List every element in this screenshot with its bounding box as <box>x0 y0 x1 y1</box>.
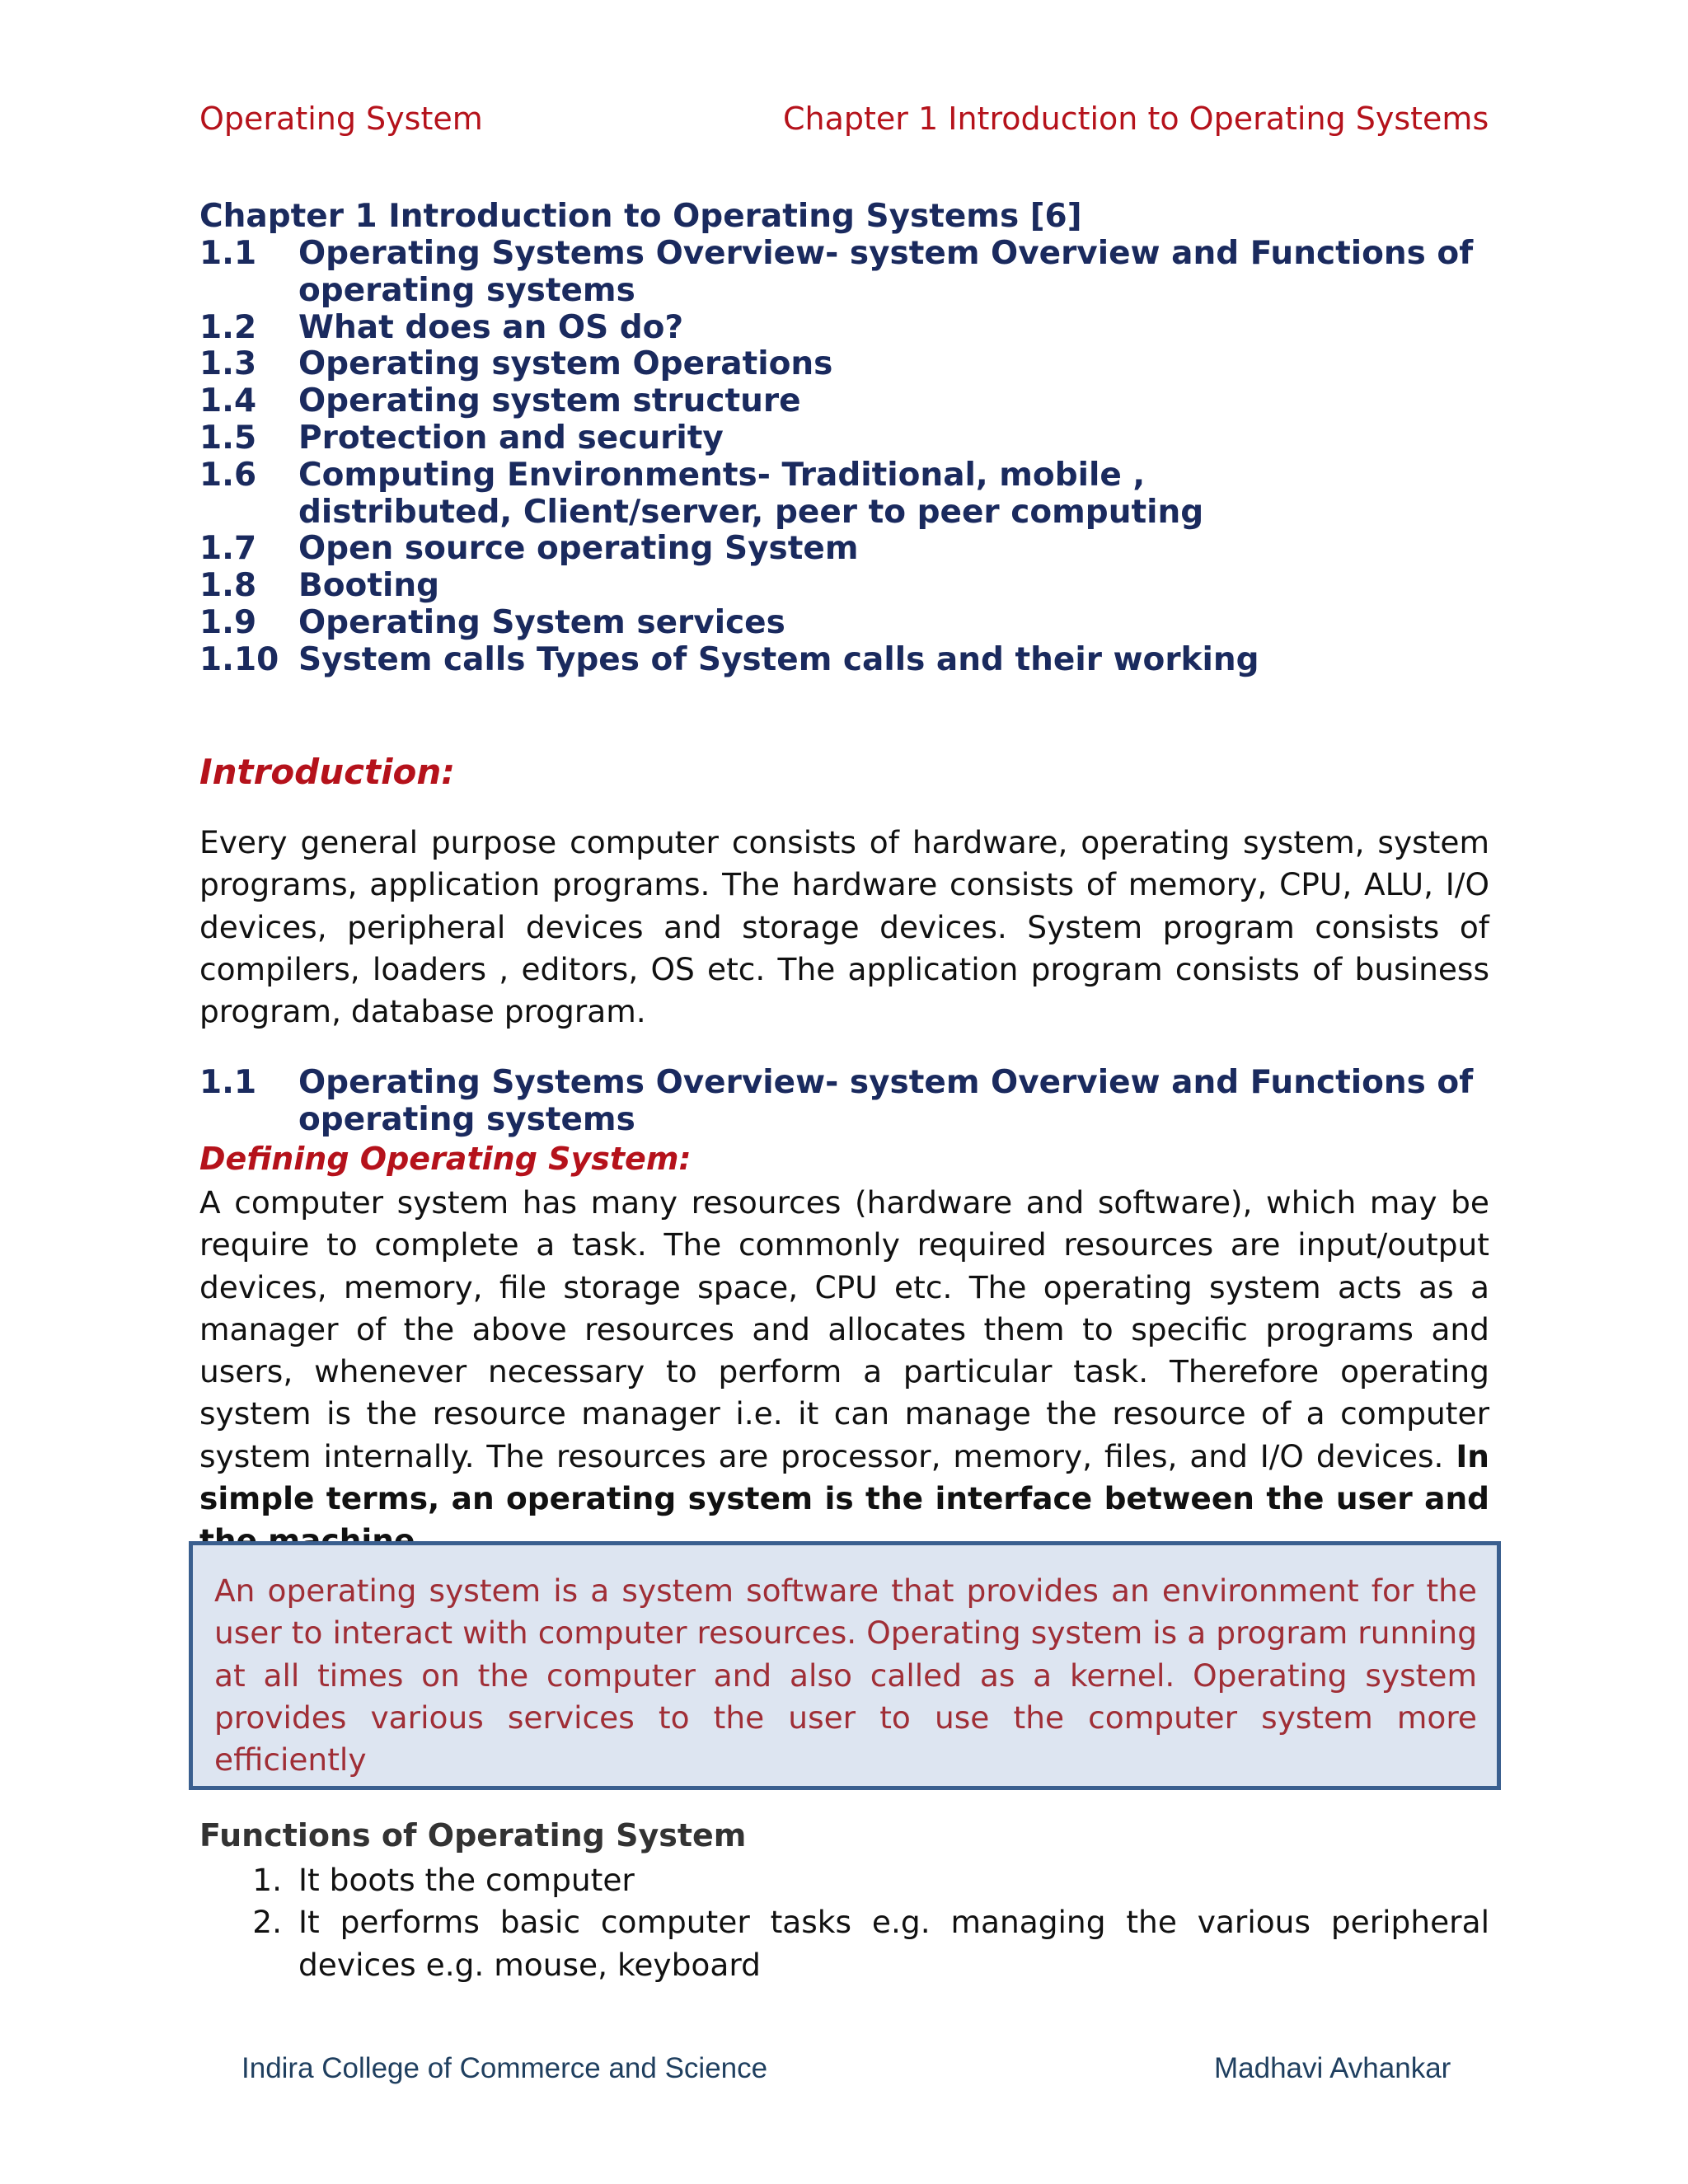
definition-body: A computer system has many resources (hardware and software), which may be require to complete a task. The commonly required resources are input/output devices, memory, file storage space, CPU etc. The operating system acts as a manager of the above resources and allocates them to specific programs and users, whenever necessary to perform a particular task. Therefore operating system is the resource manager i.e. it can manage the resource of a computer system internally. The resources are processor, memory, files, and I/O devices. <box>199 1184 1489 1474</box>
section-title: Operating Systems Overview- system Overview and Functions of operating systems <box>298 1064 1474 1138</box>
footer-left: Indira College of Commerce and Science <box>241 2052 768 2084</box>
toc-item <box>199 236 1493 310</box>
toc-title: Chapter 1 Introduction to Operating Systems [6] <box>199 198 1082 235</box>
toc-item-text: Computing Environments- Traditional, mobile , distributed, Client/server, peer to peer computing <box>298 456 1204 531</box>
list-item-text: It boots the computer <box>298 1862 635 1898</box>
toc-item-number: 1.6 <box>199 456 257 494</box>
footer-right: Madhavi Avhankar <box>1214 2052 1451 2084</box>
toc-item-number: 1.9 <box>199 603 257 641</box>
list-item-text: It performs basic computer tasks e.g. managing the various peripheral devices e.g. mouse, keyboard <box>298 1904 1489 1983</box>
toc-item-number: 1.10 <box>199 640 279 678</box>
toc-item-number: 1.1 <box>199 235 257 272</box>
toc-item <box>199 346 1493 383</box>
toc-item-text: Booting <box>298 567 440 605</box>
list-item <box>199 1901 1489 1986</box>
section-heading-row <box>199 1065 1493 1139</box>
list-item-number: 1. <box>252 1862 282 1898</box>
introduction-paragraph <box>199 822 1489 1033</box>
list-item <box>199 1859 1489 1901</box>
toc-item-text: Operating system Operations <box>298 345 833 383</box>
functions-list <box>199 1859 1489 1986</box>
toc-item-text: Protection and security <box>298 419 724 457</box>
toc-item-text: System calls Types of System calls and their working <box>298 640 1259 678</box>
list-item-number: 2. <box>252 1904 282 1941</box>
toc-item-text: Open source operating System <box>298 530 859 568</box>
definition-subheading: Defining Operating System: <box>199 1141 692 1177</box>
introduction-heading: Introduction: <box>199 752 456 792</box>
toc-item <box>199 383 1493 420</box>
callout-text: An operating system is a system software that provides an environment for the user to interact with computer resources. Operating system is a program running at all times on the computer and also called as a kernel. Operating system provides various services to the user to use the computer system more efficiently <box>214 1572 1477 1779</box>
toc-item-number: 1.8 <box>199 567 257 605</box>
toc-item-number: 1.7 <box>199 530 257 568</box>
running-header-left: Operating System <box>199 101 483 137</box>
toc-item <box>199 642 1493 679</box>
introduction-text: Every general purpose computer consists of hardware, operating system, system programs, application programs. The hardware consists of memory, CPU, ALU, I/O devices, peripheral devices and storage devices. System program consists of compilers, loaders , editors, OS etc. The application program consists of business program, database program. <box>199 824 1489 1030</box>
toc-item <box>199 568 1493 605</box>
toc-item-number: 1.4 <box>199 382 257 420</box>
definition-body-bold: In simple terms, an operating system is the interface between the user and <box>199 1437 1489 1517</box>
toc-item <box>199 310 1493 347</box>
definition-text <box>199 1182 1489 1563</box>
definition-callout-box <box>189 1541 1501 1790</box>
toc-item <box>199 457 1493 532</box>
toc-item-text: Operating System services <box>298 603 785 641</box>
toc-item-text: What does an OS do? <box>298 308 684 346</box>
toc-list <box>199 236 1493 679</box>
definition-paragraph <box>199 1182 1489 1563</box>
toc-item-text: Operating Systems Overview- system Overview and Functions of operating systems <box>298 235 1474 309</box>
running-header-right: Chapter 1 Introduction to Operating Systems <box>783 101 1489 137</box>
toc-item <box>199 531 1493 568</box>
section-number: 1.1 <box>199 1064 257 1101</box>
toc-item <box>199 605 1493 642</box>
toc-item <box>199 420 1493 457</box>
toc-item-text: Operating system structure <box>298 382 801 420</box>
section-heading <box>199 1065 1493 1139</box>
toc-item-number: 1.3 <box>199 345 257 383</box>
functions-heading: Functions of Operating System <box>199 1817 747 1854</box>
toc-item-number: 1.5 <box>199 419 257 457</box>
toc-item-number: 1.2 <box>199 308 257 346</box>
